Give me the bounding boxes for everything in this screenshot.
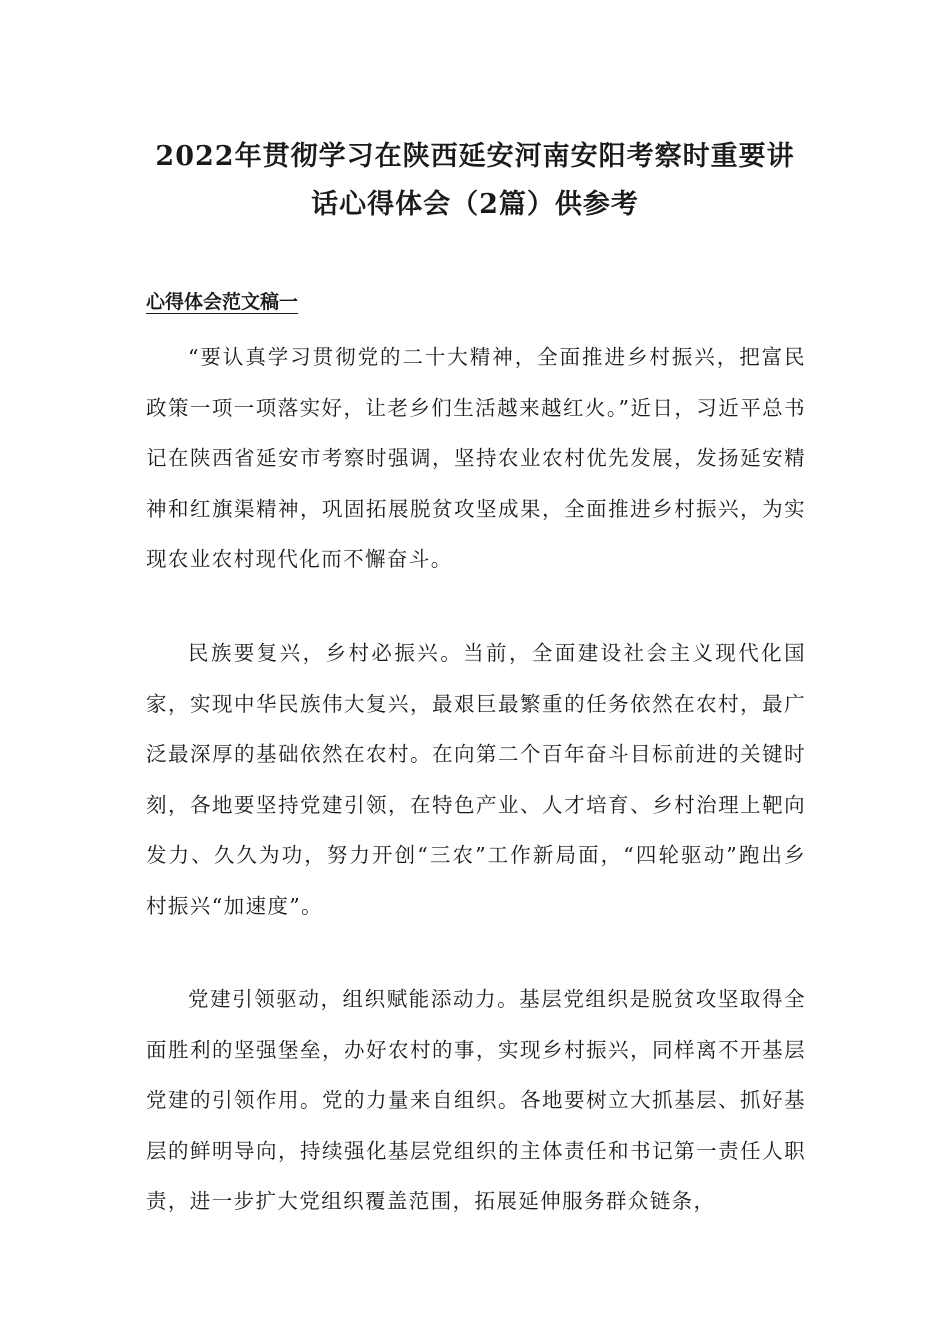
paragraph-1: “要认真学习贯彻党的二十大精神，全面推进乡村振兴，把富民政策一项一项落实好，让老乡们生活越来越红火。”近日，习近平总书记在陕西省延安市考察时强调，坚持农业农村优先发展，发扬延安精神和红旗渠精神，巩固拓展脱贫攻坚成果，全面推进乡村振兴，为实现农业农村现代化而不懈奋斗。 [146,345,806,572]
section-heading: 心得体会范文稿一 [146,291,299,313]
title-line-2: 话心得体会（2篇）供参考 [311,189,639,220]
paragraph-3: 党建引领驱动，组织赋能添动力。基层党组织是脱贫攻坚取得全面胜利的坚强堡垒，办好农村的事，实现乡村振兴，同样离不开基层党建的引领作用。党的力量来自组织。各地要树立大抓基层、抓好基层的鲜明导向，持续强化基层党组织的主体责任和书记第一责任人职责，进一步扩大党组织覆盖范围，拓展延伸服务群众链条， [146,987,806,1214]
title-line-1: 2022年贯彻学习在陕西延安河南安阳考察时重要讲 [155,141,795,172]
document-title [100,133,850,229]
paragraph-2: 民族要复兴，乡村必振兴。当前，全面建设社会主义现代化国家，实现中华民族伟大复兴，最艰巨最繁重的任务依然在农村，最广泛最深厚的基础依然在农村。在向第二个百年奋斗目标前进的关键时刻，各地要坚持党建引领，在特色产业、人才培育、乡村治理上靶向发力、久久为功，努力开创“三农”工作新局面，“四轮驱动”跑出乡村振兴“加速度”。 [146,641,806,918]
